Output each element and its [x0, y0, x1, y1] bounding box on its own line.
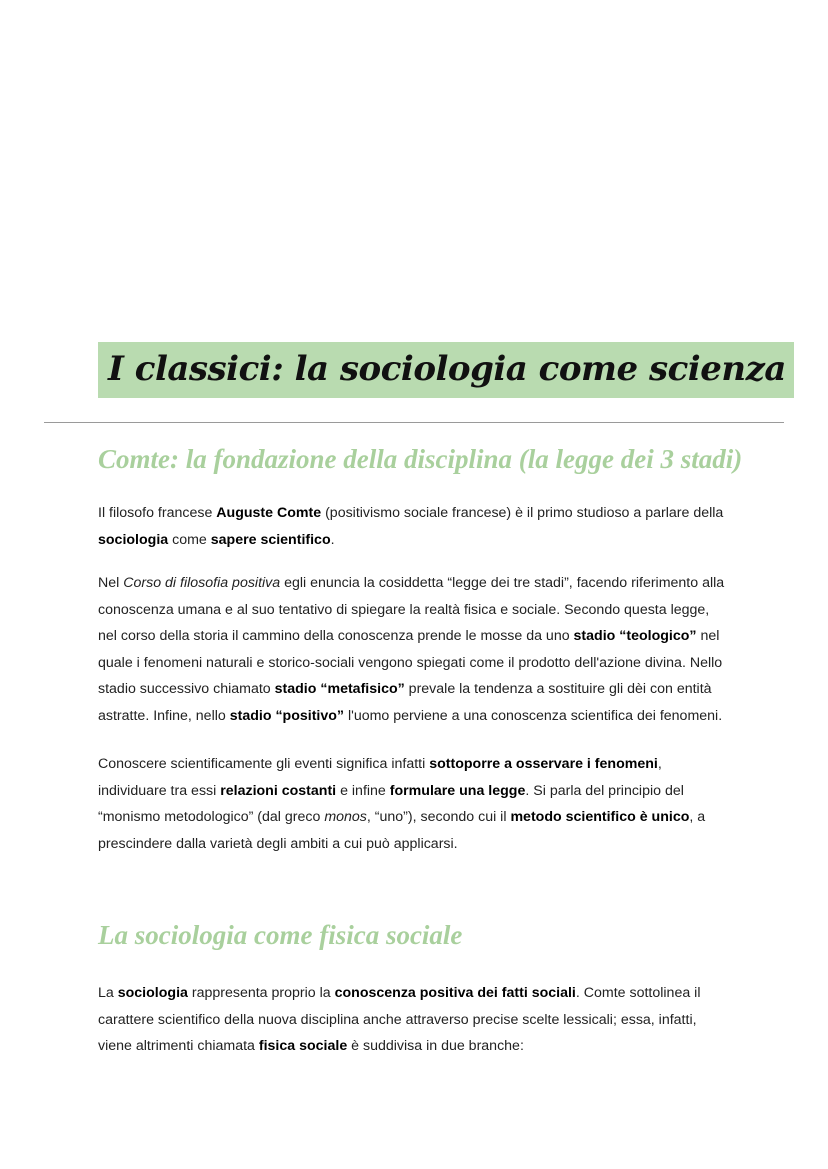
- text-run: .: [330, 531, 335, 548]
- bold-term: formulare una legge: [389, 782, 526, 799]
- text-run: nel quale i fenomeni naturali e storico-sociali vengono spiegati come il prodotto dell'azione divina. Nello stadio successivo chiamato: [98, 628, 723, 697]
- text-run: (positivismo sociale francese) è il primo studioso a parlare della: [321, 505, 724, 521]
- bold-term: stadio “teologico”: [573, 628, 697, 644]
- bold-term: fisica sociale: [258, 1038, 348, 1054]
- paragraph-three-stages: [98, 570, 728, 729]
- bold-term: sapere scientifico: [210, 531, 331, 548]
- text-run: . Comte sottolinea il carattere scientifico della nuova disciplina anche attraverso precise scelte lessicali; essa, infatti, viene altrimenti chiamata: [98, 985, 701, 1054]
- text-run: l'uomo perviene a una conoscenza scientifica dei fenomeni.: [344, 707, 723, 724]
- bold-term: sociologia: [98, 531, 169, 548]
- text-run: e infine: [336, 782, 390, 799]
- bold-term: metodo scientifico è unico: [510, 809, 690, 825]
- section-heading-social-physics: La sociologia come fisica sociale: [98, 920, 463, 950]
- bold-term: stadio “metafisico”: [274, 681, 405, 697]
- text-run: Conoscere scientificamente gli eventi significa infatti: [98, 756, 430, 772]
- paragraph-method: [98, 751, 728, 857]
- text-run: , “uno”), secondo cui il: [366, 809, 511, 825]
- text-run: . Si parla del principio del “monismo metodologico” (dal greco: [98, 782, 684, 825]
- text-run: come: [168, 531, 211, 548]
- title-block: [98, 342, 794, 398]
- page-title: I classici: la sociologia come scienza: [98, 342, 794, 398]
- bold-term: Auguste Comte: [216, 505, 322, 521]
- text-run: Nel: [98, 575, 124, 591]
- text-run: Il filosofo francese: [98, 505, 217, 521]
- text-run: , a prescindere dalla varietà degli ambiti a cui può applicarsi.: [98, 809, 706, 852]
- bold-term: sottoporre a osservare i fenomeni: [429, 756, 658, 772]
- bold-term: stadio “positivo”: [229, 707, 345, 724]
- italic-title: Corso di filosofia positiva: [123, 575, 281, 591]
- title-divider: [44, 422, 784, 423]
- bold-term: relazioni costanti: [220, 782, 337, 799]
- text-run: prevale la tendenza a sostituire gli dèi con entità astratte. Infine, nello: [98, 681, 712, 724]
- text-run: egli enuncia la cosiddetta “legge dei tre stadi”, facendo riferimento alla conoscenza umana e al suo tentativo di spiegare la realtà fisica e sociale. Secondo questa legge, nel corso della storia il cammino della conoscenza prende le mosse da uno: [98, 575, 725, 644]
- section-heading-comte: Comte: la fondazione della disciplina (la legge dei 3 stadi): [98, 444, 743, 474]
- text-run: rappresenta proprio la: [187, 985, 335, 1001]
- text-run: , individuare tra essi: [98, 756, 662, 799]
- bold-term: sociologia: [117, 985, 188, 1001]
- bold-term: conoscenza positiva dei fatti sociali: [334, 985, 576, 1001]
- text-run: è suddivisa in due branche:: [347, 1038, 524, 1054]
- paragraph-intro: [98, 500, 728, 553]
- paragraph-social-physics: [98, 980, 728, 1060]
- text-run: La: [98, 985, 118, 1001]
- italic-term: monos: [324, 809, 367, 825]
